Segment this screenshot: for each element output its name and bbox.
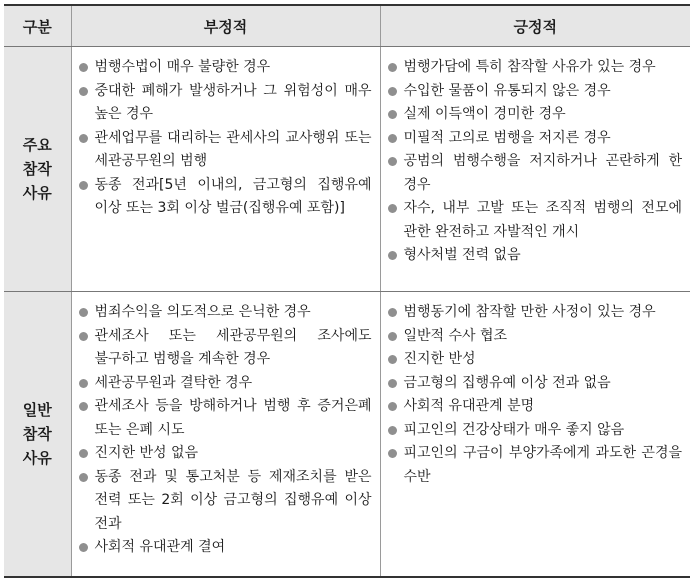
list-item-text: 동종 전과 및 통고처분 등 제재조치를 받은 전력 또는 2회 이상 금고형의 집행유예 이상 전과: [94, 468, 372, 532]
category-label-line: 참작: [22, 160, 52, 178]
list-item: [388, 395, 683, 419]
list-item: [79, 325, 372, 372]
list-item-text: 사회적 유대관계 분명: [403, 398, 535, 414]
category-label-line: 주요: [22, 136, 52, 154]
list-item-text: 진지한 반성: [403, 351, 476, 367]
list-item: [79, 395, 372, 442]
header-negative: 부정적: [71, 5, 380, 47]
list-item: [388, 56, 683, 80]
negative-list-general: [72, 292, 380, 564]
bullet-icon: [79, 63, 88, 72]
category-label-line: 사유: [22, 184, 52, 202]
category-cell-general: [4, 292, 71, 578]
category-cell-major: [4, 47, 71, 292]
bullet-icon: [79, 473, 88, 482]
bullet-icon: [388, 449, 397, 458]
list-item: [388, 372, 683, 396]
bullet-icon: [388, 251, 397, 260]
list-item: [388, 197, 683, 244]
list-item: [79, 372, 372, 396]
list-item-text: 세관공무원과 결탁한 경우: [94, 374, 253, 391]
list-item-text: 범죄수익을 의도적으로 은닉한 경우: [94, 304, 311, 320]
bullet-icon: [388, 110, 397, 119]
list-item: [79, 127, 372, 174]
category-label-line: 참작: [22, 425, 52, 443]
bullet-icon: [79, 181, 88, 190]
list-item: [388, 103, 683, 127]
bullet-icon: [388, 402, 397, 411]
list-item-text: 관세업무를 대리하는 관세사의 교사행위 또는 세관공무원의 범행: [94, 129, 372, 169]
list-item: [388, 348, 683, 372]
list-item-text: 관세조사 등을 방해하거나 범행 후 증거은폐 또는 은폐 시도: [94, 398, 372, 438]
list-item-text: 진지한 반성 없음: [94, 445, 199, 461]
bullet-icon: [388, 426, 397, 435]
list-item-text: 피고인의 건강상태가 매우 좋지 않음: [403, 421, 625, 438]
list-item: [388, 244, 683, 268]
bullet-icon: [388, 332, 397, 341]
list-item-text: 금고형의 집행유예 이상 전과 없음: [403, 374, 611, 391]
list-item-text: 공범의 범행수행을 저지하거나 곤란하게 한 경우: [403, 153, 682, 193]
negative-list-major: [72, 47, 380, 225]
header-row: [4, 5, 690, 47]
header-category: 구분: [4, 5, 71, 47]
list-item: [79, 80, 372, 127]
list-item: [388, 325, 683, 349]
list-item-text: 피고인의 구금이 부양가족에게 과도한 곤경을 수반: [403, 445, 682, 485]
list-item-text: 실제 이득액이 경미한 경우: [403, 106, 566, 122]
list-item: [388, 127, 683, 151]
list-item-text: 관세조사 또는 세관공무원의 조사에도 불구하고 범행을 계속한 경우: [94, 327, 372, 367]
list-item-text: 일반적 수사 협조: [403, 327, 508, 344]
list-item-text: 범행수법이 매우 불량한 경우: [94, 59, 271, 75]
bullet-icon: [79, 543, 88, 552]
list-item-text: 범행동기에 참작할 만한 사정이 있는 경우: [403, 304, 656, 320]
category-label-line: 일반: [22, 401, 52, 419]
list-item-text: 형사처벌 전력 없음: [403, 247, 521, 263]
list-item: [388, 419, 683, 443]
bullet-icon: [388, 308, 397, 317]
list-item: [79, 442, 372, 466]
bullet-icon: [79, 134, 88, 143]
sentencing-factors-table: [4, 4, 690, 578]
header-positive: 긍정적: [380, 5, 690, 47]
bullet-icon: [79, 87, 88, 96]
positive-cell-general: [380, 292, 690, 578]
positive-list-general: [381, 292, 691, 493]
list-item-text: 범행가담에 특히 참작할 사유가 있는 경우: [403, 59, 656, 75]
category-label-line: 사유: [22, 449, 52, 467]
list-item: [388, 301, 683, 325]
negative-cell-general: [71, 292, 380, 578]
bullet-icon: [388, 134, 397, 143]
list-item-text: 자수, 내부 고발 또는 조직적 범행의 전모에 관한 완전하고 자발적인 개시: [403, 200, 682, 240]
bullet-icon: [388, 157, 397, 166]
list-item: [79, 466, 372, 537]
list-item: [79, 301, 372, 325]
list-item: [79, 536, 372, 560]
list-item-text: 동종 전과[5년 이내의, 금고형의 집행유예 이상 또는 3회 이상 벌금(집행유예 포함)]: [94, 176, 372, 216]
list-item: [79, 56, 372, 80]
list-item: [388, 442, 683, 489]
positive-cell-major: [380, 47, 690, 292]
list-item-text: 중대한 폐해가 발생하거나 그 위험성이 매우 높은 경우: [94, 82, 372, 122]
bullet-icon: [79, 449, 88, 458]
table-row-major-factors: [4, 47, 690, 292]
positive-list-major: [381, 47, 691, 272]
bullet-icon: [388, 379, 397, 388]
bullet-icon: [388, 204, 397, 213]
bullet-icon: [388, 63, 397, 72]
list-item: [388, 150, 683, 197]
list-item-text: 사회적 유대관계 결여: [94, 539, 226, 555]
bullet-icon: [79, 332, 88, 341]
sentencing-factors-table-wrapper: [4, 4, 690, 577]
bullet-icon: [79, 379, 88, 388]
bullet-icon: [388, 87, 397, 96]
negative-cell-major: [71, 47, 380, 292]
list-item: [388, 80, 683, 104]
bullet-icon: [79, 308, 88, 317]
list-item-text: 수입한 물품이 유통되지 않은 경우: [403, 82, 611, 99]
list-item-text: 미필적 고의로 범행을 저지른 경우: [403, 129, 611, 146]
list-item: [79, 174, 372, 221]
bullet-icon: [388, 355, 397, 364]
bullet-icon: [79, 402, 88, 411]
table-row-general-factors: [4, 292, 690, 578]
